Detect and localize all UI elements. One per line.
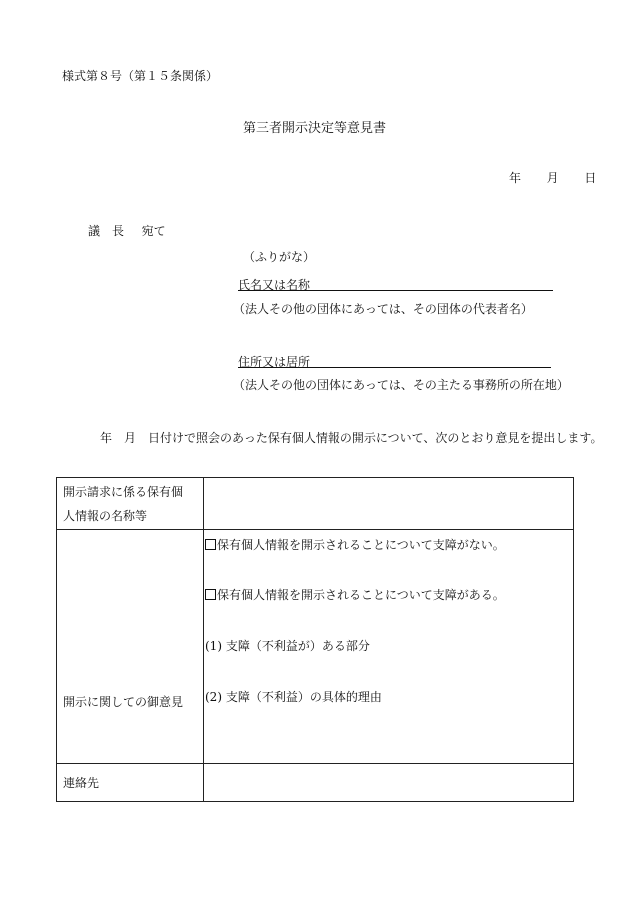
furigana-label: （ふりがな） (243, 250, 316, 264)
page-title: 第三者開示決定等意見書 (243, 121, 387, 136)
date-line (509, 172, 596, 184)
form-number: 様式第８号（第１５条関係） (62, 69, 219, 83)
date-day: 日 (584, 171, 597, 185)
option-hindrance[interactable] (205, 589, 505, 601)
name-field[interactable] (238, 276, 553, 291)
checkbox-icon[interactable] (205, 589, 216, 600)
name-note: （法人その他の団体にあっては、その団体の代表者名） (233, 302, 533, 316)
contact-cell[interactable] (204, 764, 574, 802)
row-label (57, 530, 204, 764)
addressee-suffix: 宛て (141, 224, 166, 238)
address-field[interactable] (238, 353, 551, 368)
option-no-hindrance[interactable] (205, 539, 505, 551)
address-note: （法人その他の団体にあっては、その主たる事務所の所在地） (233, 378, 569, 392)
opinion-label: 開示に関しての御意見 (63, 695, 184, 709)
address-label: 住所又は居所 (238, 355, 311, 369)
addressee (88, 225, 166, 237)
table-row (57, 764, 574, 802)
date-year: 年 (509, 171, 522, 185)
name-label: 氏名又は名称 (238, 278, 311, 292)
row-label-line: 開示請求に係る保有個 (63, 484, 184, 499)
date-month: 月 (546, 171, 559, 185)
row-label (57, 478, 204, 530)
sub-item-hindrance-part: (1) 支障（不利益が）ある部分 (205, 639, 370, 653)
intro-text: 年 月 日付けで照会のあった保有個人情報の開示について、次のとおり意見を提出します。 (100, 431, 603, 445)
info-name-cell[interactable] (204, 478, 574, 530)
option-text: 保有個人情報を開示されることについて支障がない。 (217, 538, 505, 552)
addressee-name: 議 長 (88, 224, 125, 238)
checkbox-icon[interactable] (205, 539, 216, 550)
table-row (57, 478, 574, 530)
row-label-line: 人情報の名称等 (63, 508, 148, 523)
option-text: 保有個人情報を開示されることについて支障がある。 (217, 588, 505, 602)
sub-item-hindrance-reason: (2) 支障（不利益）の具体的理由 (205, 690, 382, 704)
contact-label: 連絡先 (57, 764, 204, 802)
